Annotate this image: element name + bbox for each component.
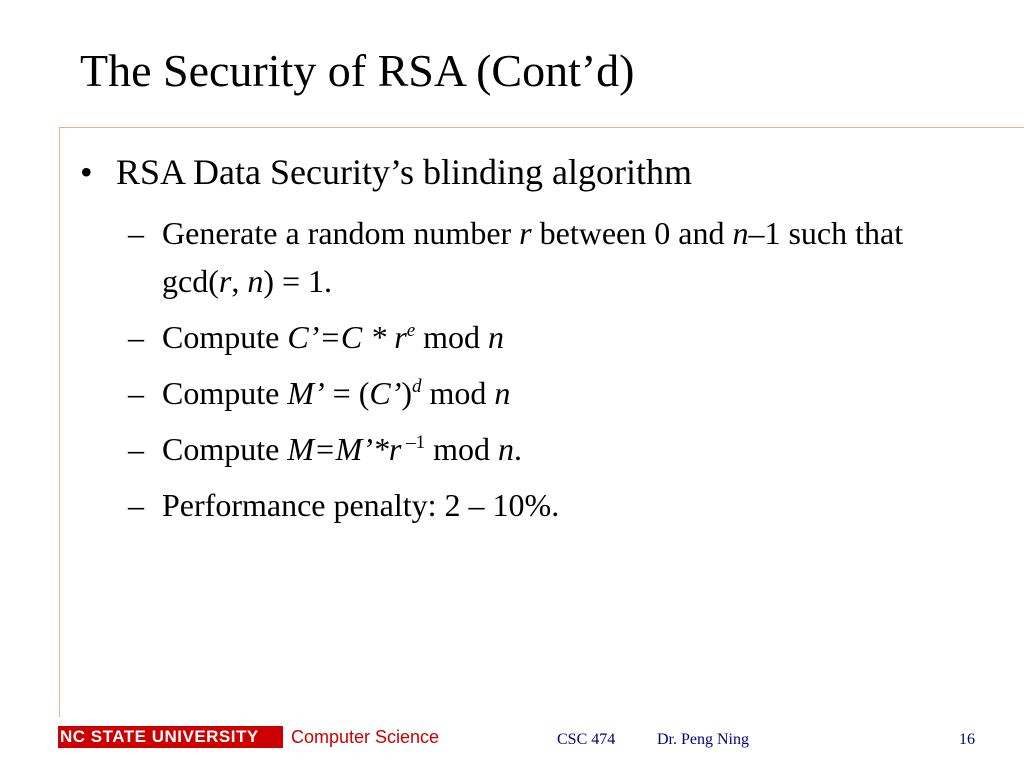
text-run: –1 such that gcd( [162,215,904,299]
instructor-name: Dr. Peng Ning [657,731,749,748]
text-run: . [513,431,522,467]
exponent-e: e [406,320,416,341]
sub-item-compute-m-prime [80,369,980,417]
dash-mark: – [128,319,144,355]
bullet-item [80,148,980,196]
dash-mark: – [128,215,144,251]
var-n: n [247,263,264,299]
exponent-d: d [412,376,422,397]
university-logo [58,726,283,748]
var-m-prime: M’ [287,375,325,411]
slide-body [80,148,980,529]
text-run: between 0 and [531,215,733,251]
sub-item-compute-c-prime [80,313,980,361]
exponent-minus-one: –1 [401,432,426,453]
var-r: r [519,215,532,251]
dash-mark: – [128,375,144,411]
var-c-prime: C’ [369,375,402,411]
sub-item-generate [80,209,980,305]
formula: M=M’*r [287,431,402,467]
text-run: ) = 1. [263,263,333,299]
sub-item-compute-m [80,425,980,473]
left-rule [59,127,60,717]
dash-mark: – [128,431,144,467]
text-run: = ( [324,375,370,411]
text-run: mod [421,375,495,411]
formula: C’=C * r [287,319,407,355]
bullet-mark: • [80,152,93,192]
department-name: Computer Science [291,727,440,747]
dash-mark: – [128,487,144,523]
var-n: n [488,319,505,355]
sub-item-performance [80,481,980,529]
var-n: n [497,431,514,467]
text-run: mod [415,319,489,355]
text-run: ) [401,375,412,411]
text-run: Compute [162,319,288,355]
text-run: mod [425,431,498,467]
text-run: , [231,263,248,299]
var-r: r [218,263,232,299]
slide-title: The Security of RSA (Cont’d) [80,45,635,96]
text-run: Performance penalty: 2 – 10%. [162,487,560,523]
var-n: n [732,215,749,251]
page-number: 16 [959,731,975,748]
top-rule [59,127,1024,128]
course-code: CSC 474 [557,731,616,748]
university-wordmark: NC STATE UNIVERSITY [60,727,259,746]
text-run: Compute [162,375,288,411]
text-run: Compute [162,431,288,467]
var-n: n [494,375,511,411]
bullet-text: RSA Data Security’s blinding algorithm [116,152,692,192]
text-run: Generate a random number [162,215,520,251]
